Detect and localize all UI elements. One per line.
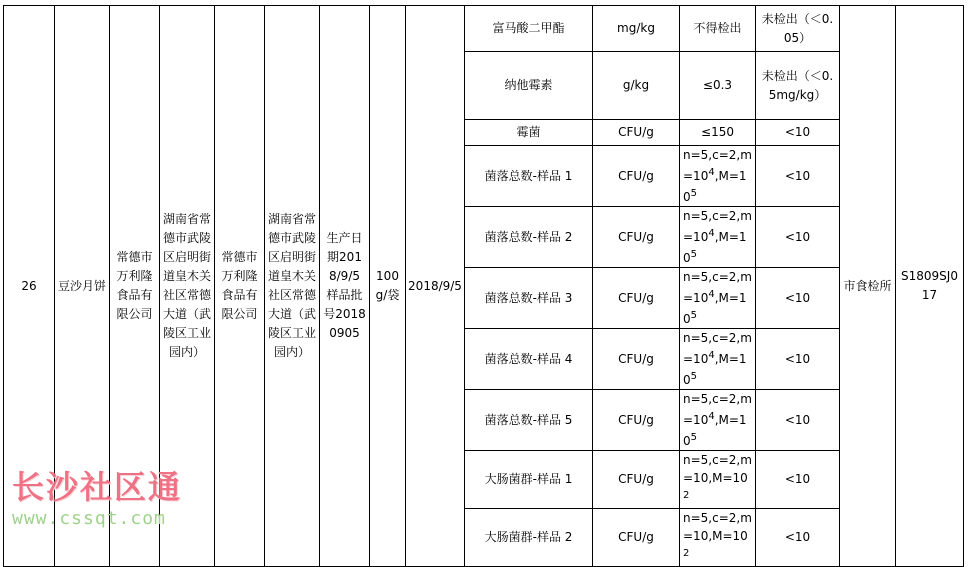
std-part: =10,M=10 bbox=[683, 529, 748, 543]
std-part: n=5,c=2,m bbox=[683, 453, 752, 467]
std-exponent: 2 bbox=[683, 490, 690, 501]
std-part: n=5,c=2,m bbox=[683, 270, 752, 284]
std-exponent: 4 bbox=[708, 228, 715, 239]
item-standard bbox=[680, 451, 756, 509]
production-date: 2018/9/5 bbox=[406, 6, 465, 567]
item-result: 未检出（＜0.05） bbox=[756, 6, 840, 52]
std-exponent: 5 bbox=[690, 188, 698, 199]
std-part: =10,M=10 bbox=[683, 471, 748, 485]
item-standard bbox=[680, 207, 756, 268]
std-part: n=5,c=2,m bbox=[683, 392, 752, 406]
item-result: <10 bbox=[756, 207, 840, 268]
item-standard: ≤150 bbox=[680, 120, 756, 146]
item-standard bbox=[680, 390, 756, 451]
item-name: 大肠菌群-样品 1 bbox=[465, 451, 593, 509]
std-exponent: 4 bbox=[708, 167, 715, 178]
std-part: ,M=10 bbox=[683, 230, 747, 265]
item-name: 菌落总数-样品 2 bbox=[465, 207, 593, 268]
std-exponent: 2 bbox=[683, 548, 690, 559]
item-unit: CFU/g bbox=[593, 451, 680, 509]
std-part: ,M=10 bbox=[683, 413, 747, 448]
item-unit: mg/kg bbox=[593, 6, 680, 52]
row-index: 26 bbox=[4, 6, 55, 567]
item-unit: g/kg bbox=[593, 52, 680, 120]
std-part: =10 bbox=[683, 169, 709, 183]
inspector: 市食检所 bbox=[840, 6, 896, 567]
product-name: 豆沙月饼 bbox=[55, 6, 110, 567]
item-name: 大肠菌群-样品 2 bbox=[465, 509, 593, 567]
std-exponent: 5 bbox=[690, 432, 698, 443]
report-number: S1809SJ017 bbox=[896, 6, 964, 567]
item-name: 菌落总数-样品 1 bbox=[465, 146, 593, 207]
std-exponent: 5 bbox=[690, 310, 698, 321]
item-unit: CFU/g bbox=[593, 207, 680, 268]
table-row bbox=[4, 6, 964, 52]
std-part: ,M=10 bbox=[683, 352, 747, 387]
watermark-url: www.cssqt.com bbox=[12, 508, 166, 529]
item-standard bbox=[680, 329, 756, 390]
item-result: <10 bbox=[756, 329, 840, 390]
std-part: n=5,c=2,m bbox=[683, 148, 752, 162]
item-result: <10 bbox=[756, 268, 840, 329]
item-unit: CFU/g bbox=[593, 329, 680, 390]
producer-address: 湖南省常德市武陵区启明街道皇木关社区常德大道（武陵区工业园内） bbox=[160, 6, 215, 567]
std-exponent: 5 bbox=[690, 371, 698, 382]
spec: 100g/袋 bbox=[370, 6, 406, 567]
item-unit: CFU/g bbox=[593, 146, 680, 207]
item-result: <10 bbox=[756, 146, 840, 207]
item-standard bbox=[680, 268, 756, 329]
std-part: n=5,c=2,m bbox=[683, 209, 752, 223]
watermark-title: 长沙社区通 bbox=[12, 468, 183, 506]
std-exponent: 4 bbox=[708, 289, 715, 300]
item-standard bbox=[680, 509, 756, 567]
item-unit: CFU/g bbox=[593, 390, 680, 451]
std-part: n=5,c=2,m bbox=[683, 511, 752, 525]
item-name: 菌落总数-样品 5 bbox=[465, 390, 593, 451]
item-unit: CFU/g bbox=[593, 268, 680, 329]
std-part: =10 bbox=[683, 291, 709, 305]
producer-name: 常德市万利隆食品有限公司 bbox=[110, 6, 160, 567]
item-result: <10 bbox=[756, 120, 840, 146]
std-part: ,M=10 bbox=[683, 291, 747, 326]
std-part: n=5,c=2,m bbox=[683, 331, 752, 345]
item-unit: CFU/g bbox=[593, 120, 680, 146]
sampled-unit: 常德市万利隆食品有限公司 bbox=[215, 6, 265, 567]
std-exponent: 4 bbox=[708, 411, 715, 422]
sampled-address: 湖南省常德市武陵区启明街道皇木关社区常德大道（武陵区工业园内） bbox=[265, 6, 320, 567]
std-part: =10 bbox=[683, 413, 709, 427]
item-name: 菌落总数-样品 3 bbox=[465, 268, 593, 329]
item-name: 霉菌 bbox=[465, 120, 593, 146]
std-exponent: 5 bbox=[690, 249, 698, 260]
item-standard: 不得检出 bbox=[680, 6, 756, 52]
std-exponent: 4 bbox=[708, 350, 715, 361]
std-part: ,M=10 bbox=[683, 169, 747, 204]
item-result: 未检出（＜0.5mg/kg） bbox=[756, 52, 840, 120]
std-part: =10 bbox=[683, 352, 709, 366]
std-part: =10 bbox=[683, 230, 709, 244]
item-result: <10 bbox=[756, 509, 840, 567]
item-result: <10 bbox=[756, 390, 840, 451]
item-name: 富马酸二甲酯 bbox=[465, 6, 593, 52]
inspection-table bbox=[3, 5, 964, 567]
item-result: <10 bbox=[756, 451, 840, 509]
item-unit: CFU/g bbox=[593, 509, 680, 567]
item-name: 纳他霉素 bbox=[465, 52, 593, 120]
item-standard: ≤0.3 bbox=[680, 52, 756, 120]
item-standard bbox=[680, 146, 756, 207]
item-name: 菌落总数-样品 4 bbox=[465, 329, 593, 390]
batch-info: 生产日期2018/9/5 样品批号20180905 bbox=[320, 6, 370, 567]
